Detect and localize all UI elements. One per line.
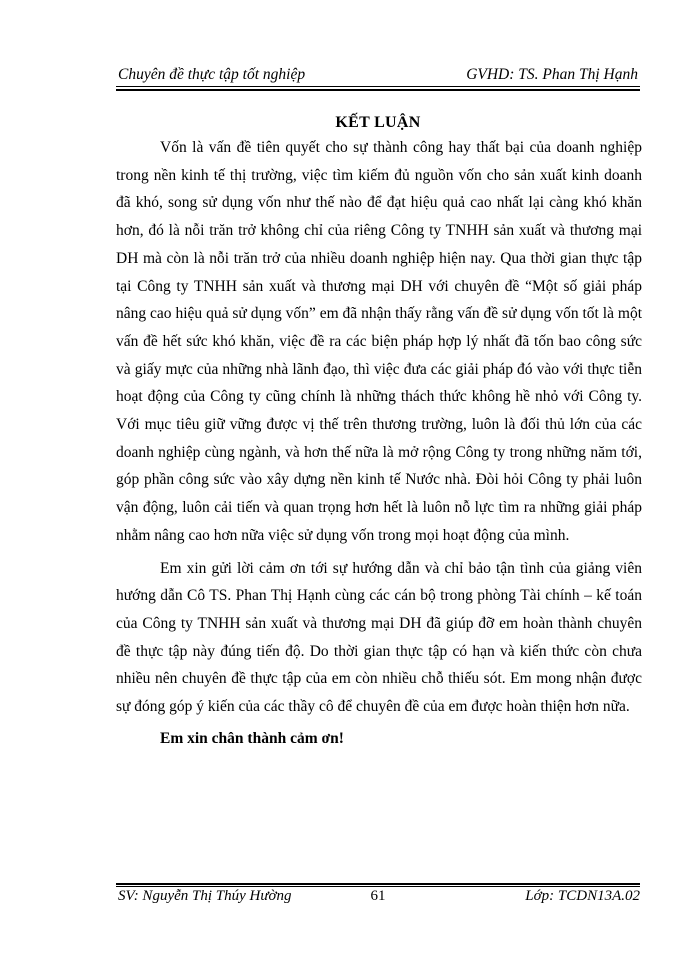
page-number: 61	[370, 888, 386, 904]
header-rule-thin	[116, 86, 640, 87]
header-supervisor: GVHD: TS. Phan Thị Hạnh	[466, 66, 638, 83]
footer-rule-thin	[116, 886, 640, 887]
footer-rule-thick	[116, 883, 640, 885]
header-course-title: Chuyên đề thực tập tốt nghiệp	[118, 66, 306, 83]
closing-thanks: Em xin chân thành cảm ơn!	[160, 729, 344, 747]
page-header	[116, 64, 640, 88]
footer-student-name: SV: Nguyễn Thị Thúy Hường	[118, 888, 292, 904]
paragraph-acknowledgement: Em xin gửi lời cảm ơn tới sự hướng dẫn và chỉ bảo tận tình của giảng viên hướng dẫn Cô TS. Phan Thị Hạnh cùng các cán bộ trong phòng Tài chính – kế toán của Công ty TNHH sản xuất và thương mại DH đã giúp đỡ em hoàn thành chuyên đề thực tập này đúng tiến độ. Do thời gian thực tập có hạn và kiến thức còn chưa nhiều nên chuyên đề thực tập của em còn nhiều chỗ thiếu sót. Em mong nhận được sự đóng góp ý kiến của các thầy cô để chuyên đề của em được hoàn thiện hơn nữa.	[116, 559, 642, 716]
section-title: KẾT LUẬN	[335, 114, 421, 131]
page-footer	[116, 888, 640, 910]
header-rule-thick	[116, 89, 640, 91]
footer-class-code: Lớp: TCDN13A.02	[525, 888, 640, 904]
paragraph-conclusion: Vốn là vấn đề tiên quyết cho sự thành công hay thất bại của doanh nghiệp trong nền kinh tế thị trường, việc tìm kiếm đủ nguồn vốn cho sản xuất kinh doanh đã khó, song sử dụng vốn như thế nào để đạt hiệu quả cao nhất lại càng khó khăn hơn, đó là nỗi trăn trở không chỉ của riêng Công ty TNHH sản xuất và thương mại DH mà còn là nỗi trăn trở của nhiều doanh nghiệp hiện nay. Qua thời gian thực tập tại Công ty TNHH sản xuất và thương mại DH với chuyên đề “Một số giải pháp nâng cao hiệu quả sử dụng vốn” em đã nhận thấy rằng vấn đề sử dụng vốn tốt là một vấn đề hết sức khó khăn, việc đề ra các biện pháp hợp lý nhất đã tốn bao công sức và giấy mực của những nhà lãnh đạo, thì việc đưa các giải pháp đó vào với thực tiễn hoạt động của Công ty cũng chính là những thách thức không hề nhỏ với Công ty. Với mục tiêu giữ vững được vị thế trên thương trường, luôn là đối thủ lớn của các doanh nghiệp cùng ngành, và hơn thế nữa là mở rộng Công ty trong những năm tới, góp phần công sức vào xây dựng nền kinh tế Nước nhà. Đòi hỏi Công ty phải luôn vận động, luôn cải tiến và quan trọng hơn hết là luôn nỗ lực tìm ra những giải pháp nhằm nâng cao hơn nữa việc sử dụng vốn trong mọi hoạt động của mình.	[116, 139, 642, 544]
document-body	[116, 134, 642, 752]
